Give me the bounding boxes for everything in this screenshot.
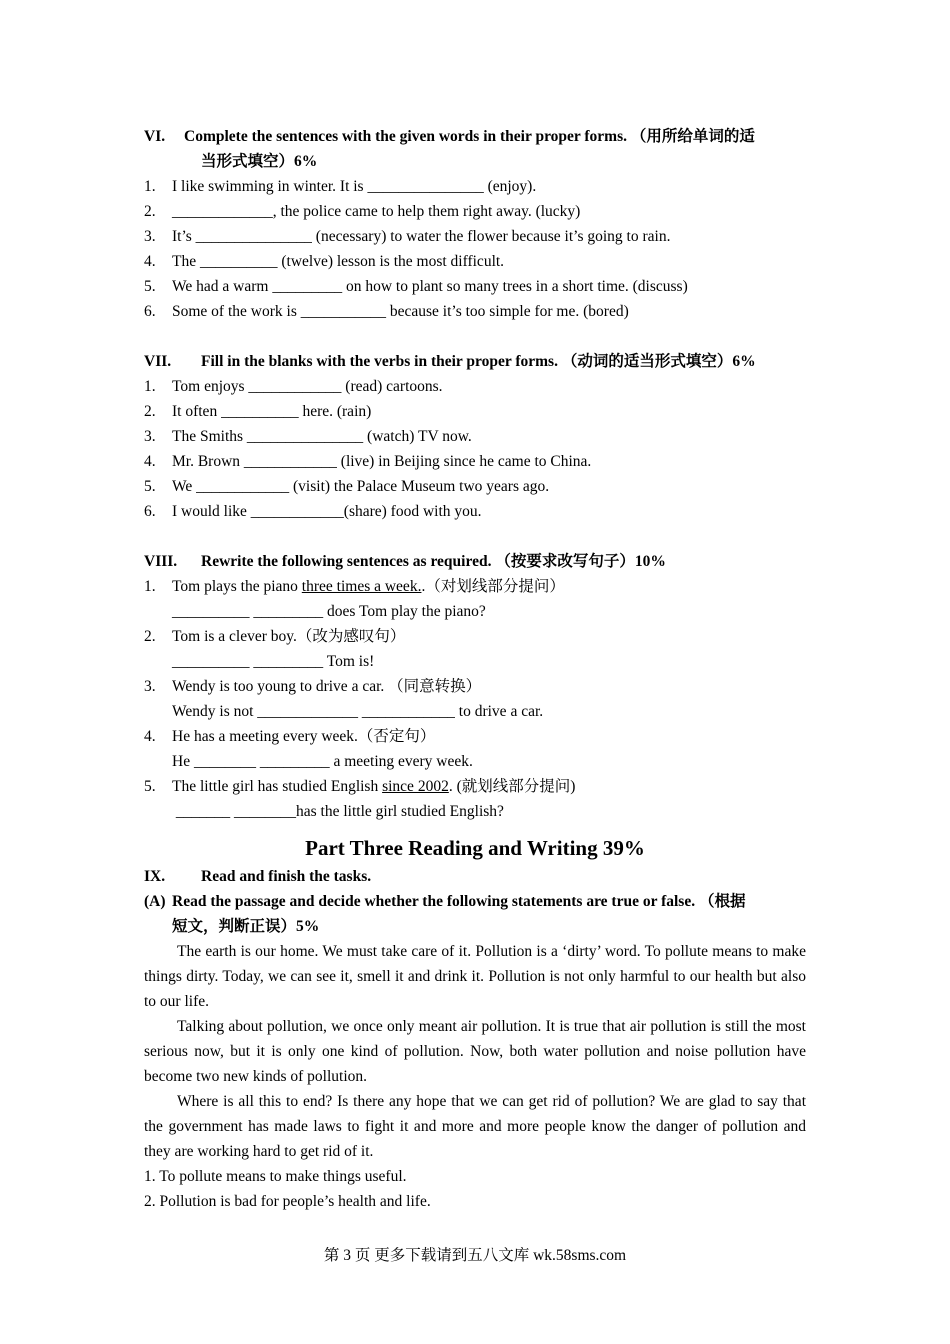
task-a-title-cont: 短文，判断正误）5% bbox=[172, 918, 320, 935]
passage-paragraph-3: Where is all this to end? Is there any hope that we can get rid of pollution? We are glad to say that the government has made laws to fight it and more and more people know the danger of pollution and they are working hard to get rid of it. bbox=[144, 1093, 806, 1160]
section-8-heading bbox=[144, 549, 806, 574]
item-text: The Smiths _______________ (watch) TV now. bbox=[172, 428, 472, 445]
section-6-title-cont: 当形式填空）6% bbox=[201, 153, 318, 170]
section-9-heading bbox=[144, 864, 806, 889]
section-9-title: Read and finish the tasks. bbox=[201, 868, 372, 885]
item-text: Tom enjoys ____________ (read) cartoons. bbox=[172, 378, 443, 395]
part-three-title: Part Three Reading and Writing 39% bbox=[305, 836, 645, 860]
item-text: We ____________ (visit) the Palace Museum two years ago. bbox=[172, 478, 550, 495]
rewrite-item-5 bbox=[144, 774, 806, 799]
item-text: I would like ____________(share) food with you. bbox=[172, 503, 482, 520]
item-text: _____________, the police came to help them right away. (lucky) bbox=[172, 203, 581, 220]
item-number: 1. bbox=[144, 178, 156, 195]
verb-form-item bbox=[144, 399, 806, 424]
item-number: 5. bbox=[144, 478, 156, 495]
section-9-number: IX. bbox=[144, 868, 166, 885]
item-text: Tom is a clever boy.（改为感叹句） bbox=[172, 628, 406, 645]
item-text: Mr. Brown ____________ (live) in Beijing since he came to China. bbox=[172, 453, 592, 470]
page-footer: 第 3 页 更多下载请到五八文库 wk.58sms.com bbox=[323, 1247, 627, 1264]
section-7-heading bbox=[144, 349, 806, 374]
passage-paragraph-1: The earth is our home. We must take care of it. Pollution is a ‘dirty’ word. To pollute means to make things dirty. Today, we can see it, smell it and drink it. Pollution is not only harmful to our health but also to our life. bbox=[144, 943, 806, 1010]
section-6-number: VI. bbox=[144, 128, 166, 145]
verb-form-item bbox=[144, 424, 806, 449]
rewrite-item-3 bbox=[144, 674, 806, 699]
item-text: It often __________ here. (rain) bbox=[172, 403, 372, 420]
item-number: 2. bbox=[144, 403, 156, 420]
verb-form-item bbox=[144, 449, 806, 474]
task-a-heading bbox=[144, 889, 806, 914]
section-8-number: VIII. bbox=[144, 553, 178, 570]
item-number: 2. bbox=[144, 203, 156, 220]
item-text: Tom plays the piano three times a week..（对划线部分提问） bbox=[172, 578, 565, 595]
item-text: It’s _______________ (necessary) to water the flower because it’s going to rain. bbox=[172, 228, 671, 245]
item-text: The __________ (twelve) lesson is the most difficult. bbox=[172, 253, 505, 270]
item-text: He has a meeting every week.（否定句） bbox=[172, 728, 436, 745]
fill-blank-item bbox=[144, 199, 806, 224]
rewrite-answer-4: He ________ _________ a meeting every week. bbox=[172, 753, 473, 770]
fill-blank-item bbox=[144, 274, 806, 299]
item-number: 1. bbox=[144, 378, 156, 395]
item-text: I like swimming in winter. It is _______________ (enjoy). bbox=[172, 178, 537, 195]
section-6-items bbox=[144, 174, 806, 324]
item-number: 2. bbox=[144, 628, 156, 645]
item-number: 4. bbox=[144, 453, 156, 470]
item-text: Some of the work is ___________ because it’s too simple for me. (bored) bbox=[172, 303, 629, 320]
item-number: 5. bbox=[144, 278, 156, 295]
verb-form-item bbox=[144, 474, 806, 499]
rewrite-answer-3: Wendy is not _____________ ____________ to drive a car. bbox=[172, 703, 544, 720]
item-number: 4. bbox=[144, 728, 156, 745]
section-6-heading bbox=[144, 124, 806, 149]
rewrite-item-1 bbox=[144, 574, 806, 599]
rewrite-answer-2: __________ _________ Tom is! bbox=[172, 653, 375, 670]
task-a-label: (A) bbox=[144, 893, 166, 910]
item-text: Wendy is too young to drive a car. （同意转换） bbox=[172, 678, 482, 695]
item-text: We had a warm _________ on how to plant so many trees in a short time. (discuss) bbox=[172, 278, 688, 295]
verb-form-item bbox=[144, 374, 806, 399]
rewrite-answer-1: __________ _________ does Tom play the piano? bbox=[172, 603, 486, 620]
section-8-title: Rewrite the following sentences as required. （按要求改写句子）10% bbox=[201, 553, 666, 570]
verb-form-item bbox=[144, 499, 806, 524]
statement-2: 2. Pollution is bad for people’s health and life. bbox=[144, 1193, 431, 1210]
item-number: 5. bbox=[144, 778, 156, 795]
rewrite-item-4 bbox=[144, 724, 806, 749]
statement-1: 1. To pollute means to make things useful. bbox=[144, 1168, 407, 1185]
section-7-items bbox=[144, 374, 806, 524]
item-number: 3. bbox=[144, 428, 156, 445]
item-number: 4. bbox=[144, 253, 156, 270]
fill-blank-item bbox=[144, 174, 806, 199]
item-number: 6. bbox=[144, 303, 156, 320]
section-6-title: Complete the sentences with the given words in their proper forms. （用所给单词的适 bbox=[184, 128, 755, 145]
item-number: 1. bbox=[144, 578, 156, 595]
underlined-phrase: since 2002 bbox=[382, 778, 449, 795]
underlined-phrase: three times a week. bbox=[301, 578, 422, 595]
item-number: 3. bbox=[144, 228, 156, 245]
fill-blank-item bbox=[144, 299, 806, 324]
section-7-title: Fill in the blanks with the verbs in their proper forms. （动词的适当形式填空）6% bbox=[201, 353, 756, 370]
task-a-title: Read the passage and decide whether the following statements are true or false. （根据 bbox=[172, 893, 746, 910]
rewrite-answer-5: _______ ________has the little girl studied English? bbox=[172, 803, 504, 820]
item-number: 6. bbox=[144, 503, 156, 520]
passage-paragraph-2: Talking about pollution, we once only meant air pollution. It is true that air pollution is still the most serious now, but it is only one kind of pollution. Now, both water pollution and noise pollution have become two new kinds of pollution. bbox=[144, 1018, 806, 1085]
fill-blank-item bbox=[144, 224, 806, 249]
item-text: The little girl has studied English since 2002. (就划线部分提问) bbox=[172, 778, 576, 795]
exam-page bbox=[144, 124, 806, 1214]
rewrite-item-2 bbox=[144, 624, 806, 649]
item-number: 3. bbox=[144, 678, 156, 695]
fill-blank-item bbox=[144, 249, 806, 274]
section-7-number: VII. bbox=[144, 353, 172, 370]
